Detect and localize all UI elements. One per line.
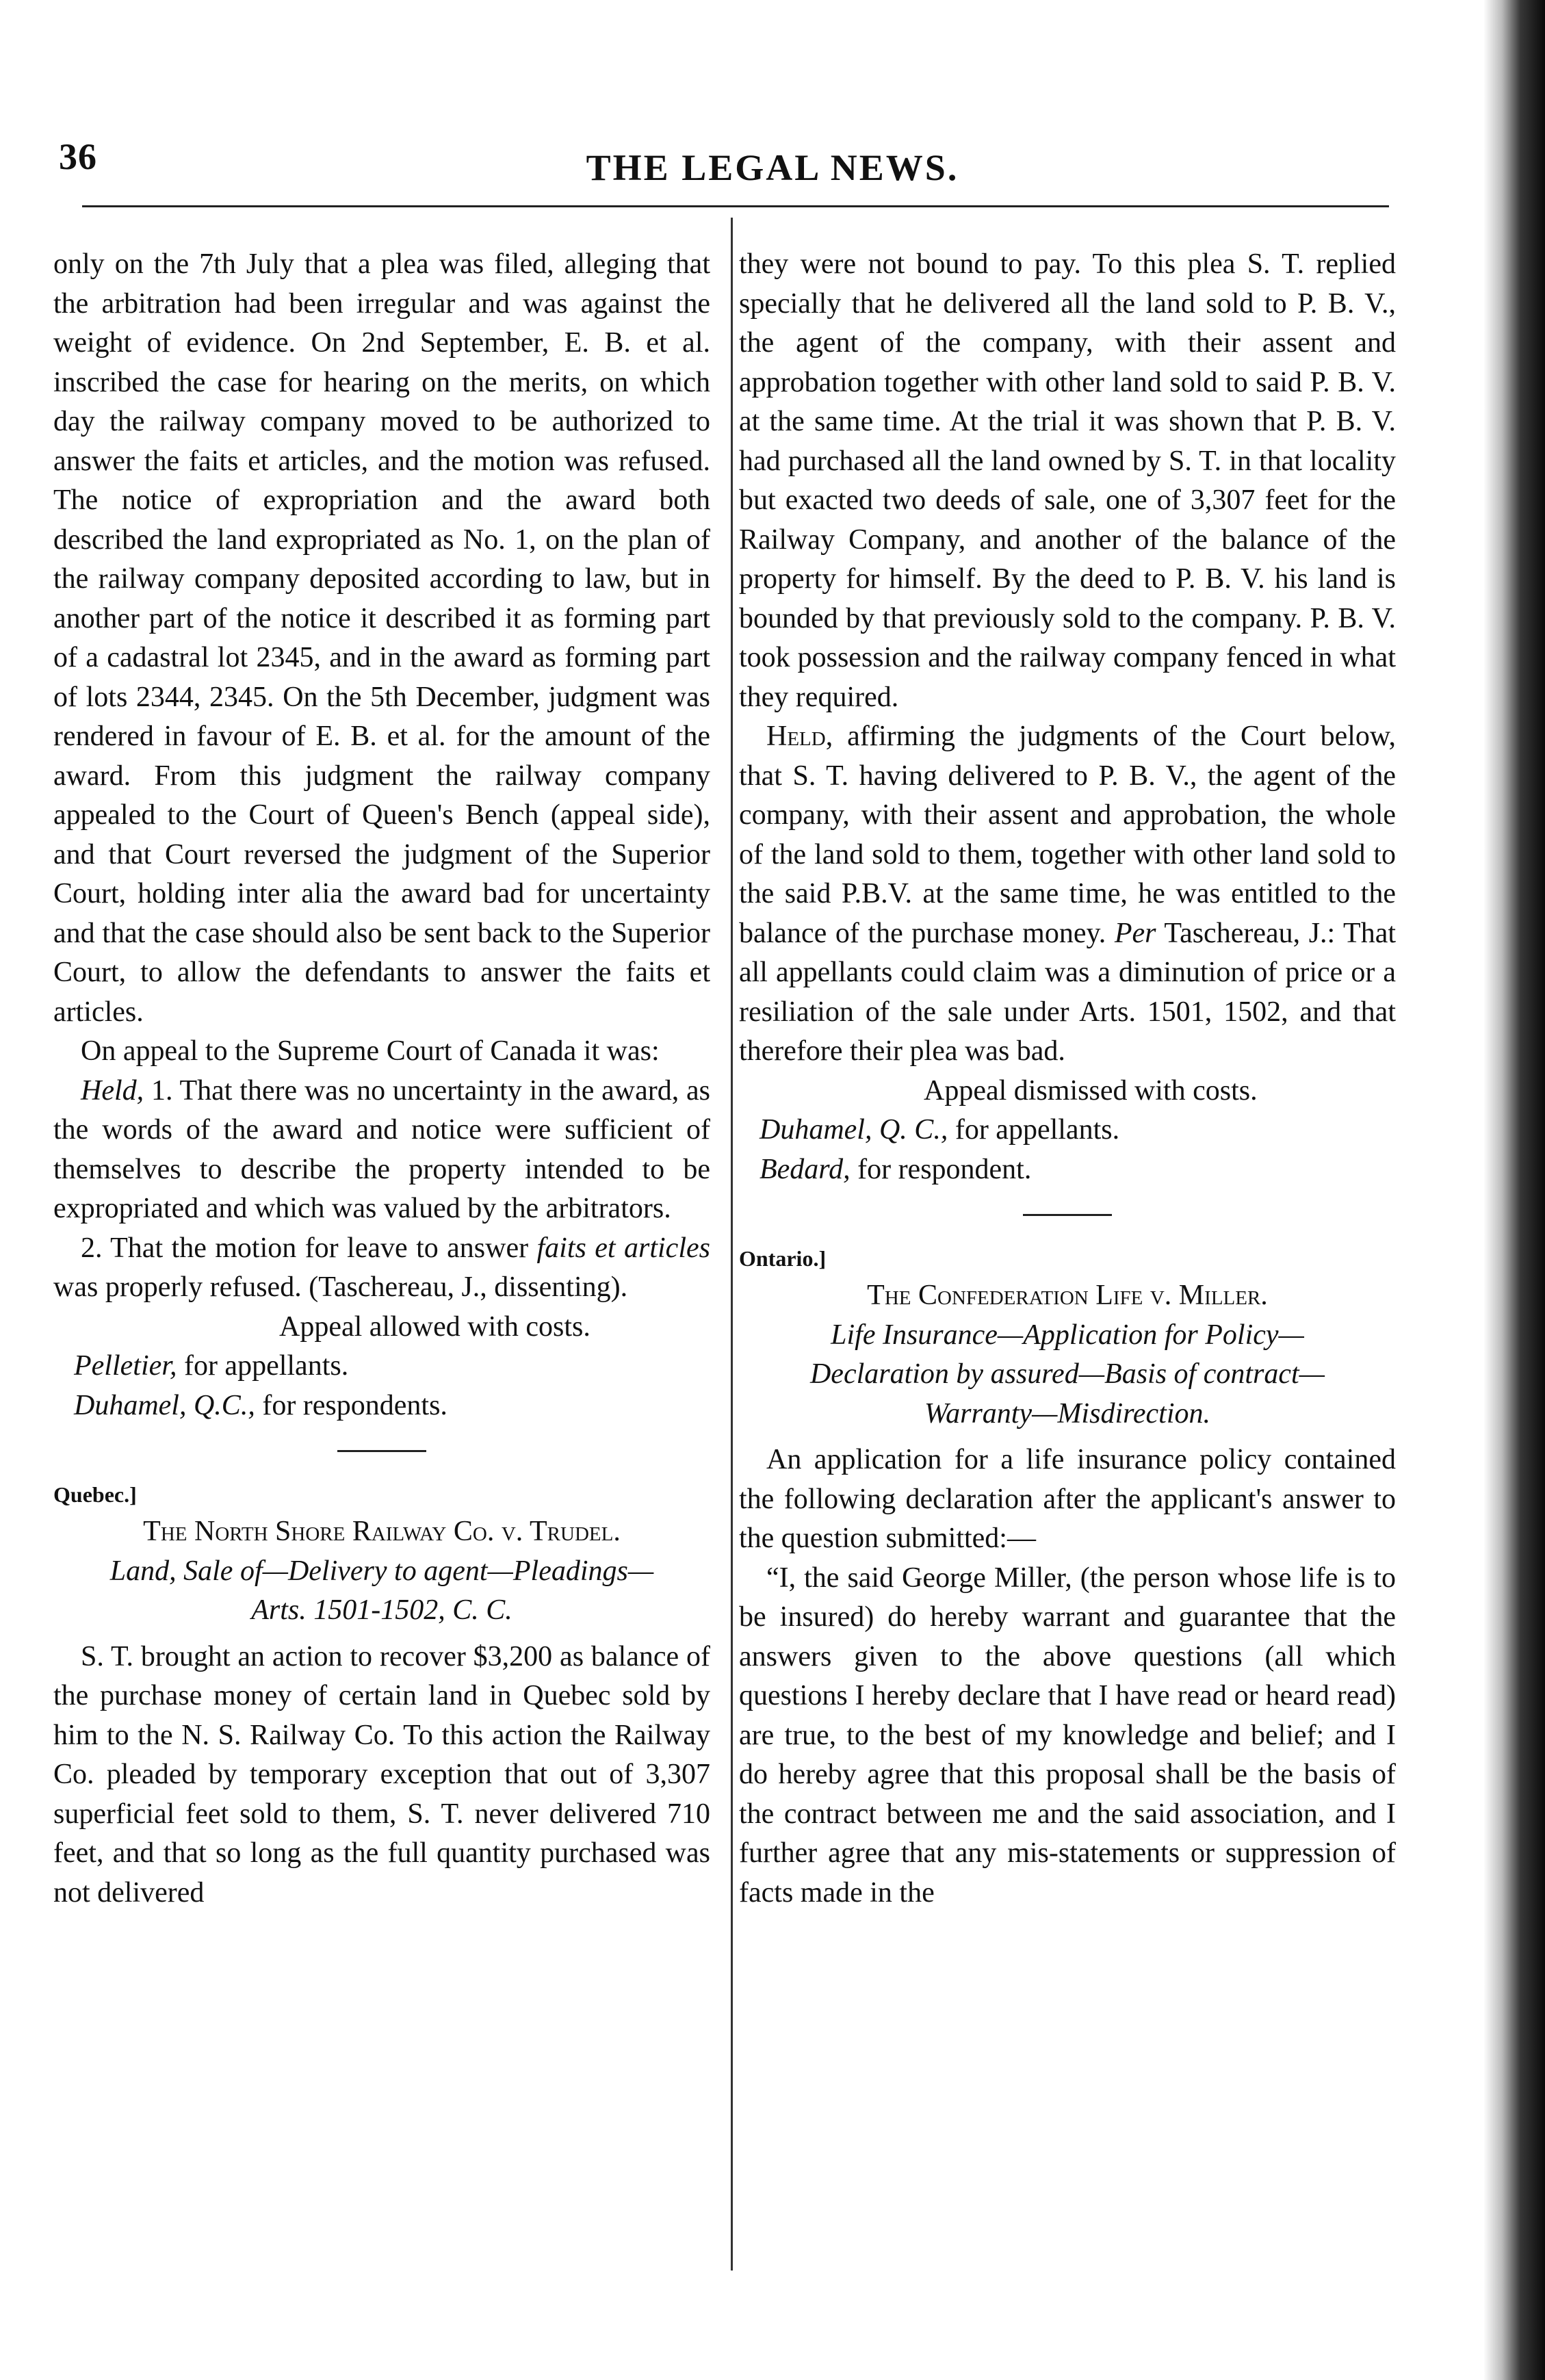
case-body-1: An application for a life insurance policy contained the following declaration after the applicant's answer to the question submitted:— [739, 1444, 1396, 1554]
right-counsel-2 [739, 1150, 1396, 1190]
left-paragraph-4 [53, 1229, 710, 1308]
headnote-line-1: Land, Sale of—Delivery to agent—Pleadings— [109, 1555, 654, 1587]
case-headnote [739, 1316, 1396, 1434]
case-province: Ontario.] [739, 1246, 827, 1271]
held-text: affirming the judgments of the Court below, that S. T. having delivered to P. B. V., the agent of the company, with their assent and approbation, the whole of the land sold to them, together with other land sold to the said P.B.V. at the same time, he was entitled to the balance of the purchase money. [739, 721, 1396, 949]
held-2-text-b: was properly refused. (Taschereau, J., dissenting). [53, 1271, 628, 1303]
held-2-text-a: 2. That the motion for leave to answer [81, 1232, 529, 1264]
case-province: Quebec.] [53, 1482, 137, 1507]
column-divider [731, 218, 733, 2271]
counsel-role: for appellants. [183, 1350, 349, 1382]
scanned-page-edge [1483, 0, 1545, 2380]
running-head: THE LEGAL NEWS. [586, 147, 959, 188]
case-body: S. T. brought an action to recover $3,200 as balance of the purchase money of certain land in Quebec sold by him to the N. S. Railway Co. To this action the Railway Co. pleaded by temporary exception that out of 3,307 superficial feet sold to them, S. T. never delivered 710 feet, and that so long as the full quantity purchased was not delivered [53, 1640, 710, 1909]
headnote-line-1: Life Insurance—Application for Policy—Declaration by assured—Basis of contract— [809, 1319, 1325, 1390]
case-headnote [53, 1552, 710, 1631]
counsel-role: for respondents. [262, 1389, 447, 1421]
right-disposition: Appeal dismissed with costs. [924, 1074, 1258, 1107]
left-paragraph-2: On appeal to the Supreme Court of Canada it was: [81, 1035, 660, 1067]
headnote-line-2: Warranty—Misdirection. [924, 1397, 1211, 1430]
left-counsel-2 [53, 1386, 710, 1426]
headnote-line-2: Arts. 1501-1502, C. C. [251, 1594, 512, 1626]
held-label: Held, [766, 721, 833, 752]
per-text: Taschereau, J.: That all appellants could claim was a diminution of price or a resiliation of the sale under Arts. 1501, 1502, and that therefore their plea was bad. [739, 917, 1397, 1067]
left-counsel-1 [53, 1347, 710, 1386]
right-column [739, 245, 1396, 1913]
left-held-paragraph [53, 1072, 710, 1229]
right-paragraph-1: they were not bound to pay. To this plea S. T. replied specially that he delivered all the land sold to P. B. V., the agent of the company, with their assent and approbation together with other land sold to said P. B. V. at the same time. At the trial it was shown that P. B. V. had purchased all the land owned by S. T. in that locality but exacted two deeds of sale, one of 3,307 feet for the Railway Company, and another of the balance of the property for himself. By the deed to P. B. V. his land is bounded by that previously sold to the company. P. B. V. took possession and the railway company fenced in what they required. [739, 248, 1396, 713]
counsel-name: Duhamel, Q.C., [74, 1389, 255, 1421]
counsel-name: Pelletier, [74, 1350, 177, 1382]
header-rule [82, 205, 1389, 207]
case-separator [1023, 1214, 1112, 1216]
left-paragraph-1: only on the 7th July that a plea was filed, alleging that the arbitration had been irregular and was against the weight of evidence. On 2nd September, E. B. et al. inscribed the case for hearing on the merits, on which day the railway company moved to be authorized to answer the faits et articles, and the motion was refused. The notice of expropriation and the award both described the land expropriated as No. 1, on the plan of the railway company deposited according to law, but in another part of the notice it described it as forming part of a cadastral lot 2345, and in the award as forming part of lots 2344, 2345. On the 5th December, judgment was rendered in favour of E. B. et al. for the amount of the award. From this judgment the railway company appealed to the Court of Queen's Bench (appeal side), and that Court reversed the judgment of the Superior Court, holding inter alia the award bad for uncertainty and that the case should also be sent back to the Superior Court, to allow the defendants to answer the faits et articles. [53, 248, 710, 1028]
case-body-2: “I, the said George Miller, (the person whose life is to be insured) do hereby warrant and guarantee that the answers given to the above questions (all which questions I hereby declare that I have read or heard read) are true, to the best of my knowledge and belief; and I do hereby agree that this proposal shall be the basis of the contract between me and the said association, and I further agree that any mis-statements or suppression of facts made in the [739, 1562, 1396, 1909]
left-disposition: Appeal allowed with costs. [279, 1310, 590, 1343]
counsel-role: for appellants. [955, 1114, 1120, 1146]
counsel-role: for respondent. [857, 1153, 1032, 1185]
counsel-name: Bedard, [759, 1153, 851, 1185]
right-held-paragraph [739, 717, 1396, 1072]
held-2-italic: faits et articles [536, 1232, 710, 1264]
per-label: Per [1114, 917, 1156, 949]
right-counsel-1 [739, 1111, 1396, 1150]
case-title: The North Shore Railway Co. v. Trudel. [143, 1516, 621, 1547]
held-label: Held, [81, 1074, 144, 1107]
held-text: 1. That there was no uncertainty in the award, as the words of the award and notice were sufficient of themselves to describe the property intended to be expropriated and which was valued by the arbitrators. [53, 1074, 711, 1224]
page-number: 36 [59, 136, 97, 177]
counsel-name: Duhamel, Q. C., [759, 1114, 948, 1146]
left-column [53, 245, 710, 1913]
case-title: The Confederation Life v. Miller. [867, 1280, 1268, 1311]
case-separator [337, 1450, 426, 1452]
